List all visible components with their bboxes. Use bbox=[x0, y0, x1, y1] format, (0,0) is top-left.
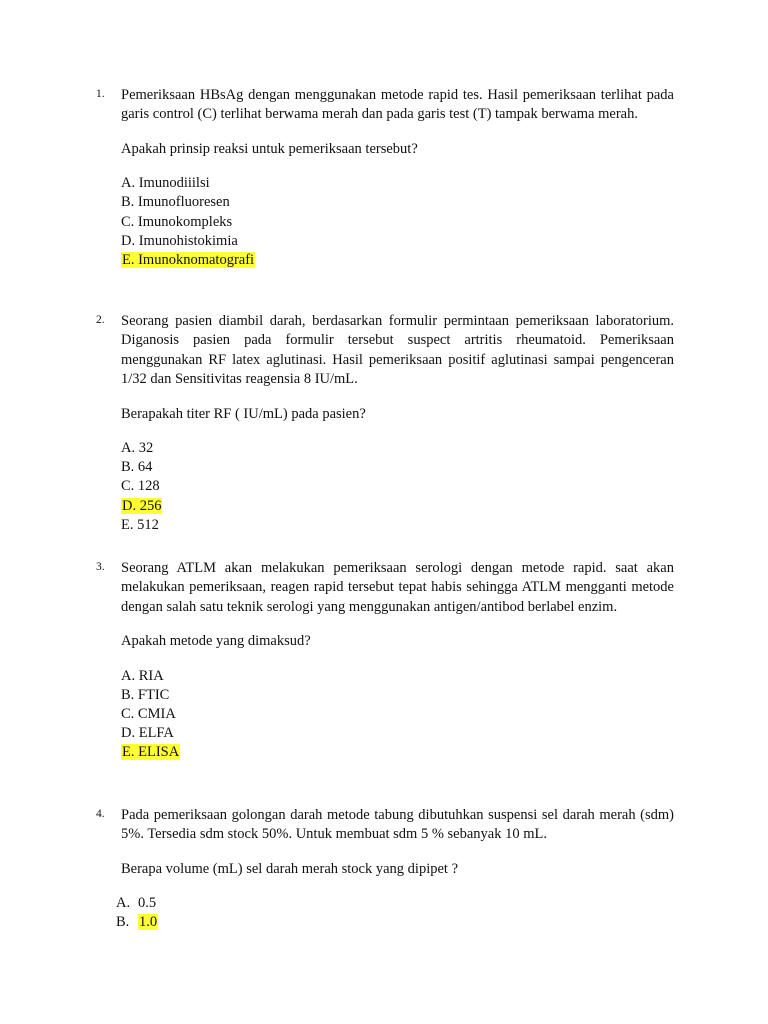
question-prompt: Berapakah titer RF ( IU/mL) pada pasien? bbox=[121, 405, 366, 422]
question-body bbox=[116, 806, 674, 933]
question-3 bbox=[96, 559, 676, 763]
question-number: 3. bbox=[96, 561, 105, 573]
option-text: E. 512 bbox=[121, 516, 159, 533]
question-stem: Pada pemeriksaan golongan darah metode tabung dibutuhkan suspensi sel darah merah (sdm) 5%. Tersedia sdm stock 50%. Untuk membuat sdm 5 % sebanyak 10 mL. bbox=[121, 807, 674, 843]
option-text: A. RIA bbox=[121, 667, 164, 684]
option-text: C. 128 bbox=[121, 478, 160, 495]
question-prompt: Apakah metode yang dimaksud? bbox=[121, 633, 311, 650]
highlighted-answer: E. ELISA bbox=[122, 744, 180, 761]
answer-option bbox=[121, 667, 674, 686]
option-value: 0.5 bbox=[138, 895, 157, 912]
answer-options bbox=[116, 894, 674, 932]
question-body bbox=[121, 559, 674, 763]
answer-option-correct bbox=[116, 913, 674, 932]
question-prompt: Berapa volume (mL) sel darah merah stock yang dipipet ? bbox=[121, 860, 459, 877]
answer-option-correct bbox=[121, 251, 674, 270]
answer-options bbox=[121, 439, 674, 535]
highlighted-answer: D. 256 bbox=[122, 497, 162, 514]
option-text: C. CMIA bbox=[121, 706, 176, 722]
option-text: B. Imunofluoresen bbox=[121, 194, 230, 211]
option-text: B. 64 bbox=[121, 459, 153, 476]
question-number: 4. bbox=[96, 808, 105, 820]
question-stem: Pemeriksaan HBsAg dengan menggunakan metode rapid tes. Hasil pemeriksaan terlihat pada garis control (C) terlihat berwama merah dan pada garis test (T) tampak berwama merah. bbox=[121, 87, 674, 123]
highlighted-answer: E. Imunoknomatografi bbox=[122, 251, 255, 268]
question-stem: Seorang ATLM akan melakukan pemeriksaan serologi dengan metode rapid. saat akan melakukan pemeriksaan, reagen rapid tersebut tepat habis sehingga ATLM mengganti metode dengan salah satu teknik serologi yang menggunakan antigen/antibod berlabel enzim. bbox=[121, 560, 674, 615]
option-text: B. FTIC bbox=[121, 686, 170, 703]
question-4 bbox=[96, 806, 676, 933]
question-body bbox=[121, 312, 674, 535]
option-letter: A. bbox=[116, 895, 131, 912]
answer-options bbox=[121, 174, 674, 270]
answer-option bbox=[121, 705, 674, 724]
answer-option bbox=[121, 213, 674, 232]
question-body bbox=[121, 86, 674, 270]
answer-option-correct bbox=[121, 497, 674, 516]
question-number: 2. bbox=[96, 314, 105, 326]
question-2 bbox=[96, 312, 676, 535]
answer-options bbox=[121, 667, 674, 763]
answer-option bbox=[121, 724, 674, 743]
answer-option bbox=[121, 439, 674, 458]
question-prompt: Apakah prinsip reaksi untuk pemeriksaan tersebut? bbox=[121, 140, 418, 157]
option-text: A. Imunodiiilsi bbox=[121, 175, 210, 192]
option-text: A. 32 bbox=[121, 440, 154, 457]
question-stem: Seorang pasien diambil darah, berdasarkan formulir permintaan pemeriksaan laboratorium. Diganosis pasien pada formulir tersebut suspect artritis rheumatoid. Pemeriksaan menggunakan RF latex aglutinasi. Hasil pemeriksaan positif aglutinasi sampai pengenceran 1/32 dan Sensitivitas reagensia 8 IU/mL. bbox=[121, 313, 674, 388]
question-number: 1. bbox=[96, 88, 105, 100]
answer-option bbox=[121, 193, 674, 212]
answer-option bbox=[121, 686, 674, 705]
option-text: D. Imunohistokimia bbox=[121, 232, 238, 249]
answer-option-correct bbox=[121, 743, 674, 762]
option-text: D. ELFA bbox=[121, 725, 174, 742]
question-1 bbox=[96, 86, 676, 270]
answer-option bbox=[121, 232, 674, 251]
answer-option bbox=[121, 174, 674, 193]
highlighted-answer: 1.0 bbox=[139, 914, 158, 931]
answer-option bbox=[121, 477, 674, 496]
answer-option bbox=[121, 458, 674, 477]
option-text: C. Imunokompleks bbox=[121, 213, 233, 230]
answer-option bbox=[121, 516, 674, 535]
option-letter: B. bbox=[116, 914, 130, 931]
answer-option bbox=[116, 894, 674, 913]
